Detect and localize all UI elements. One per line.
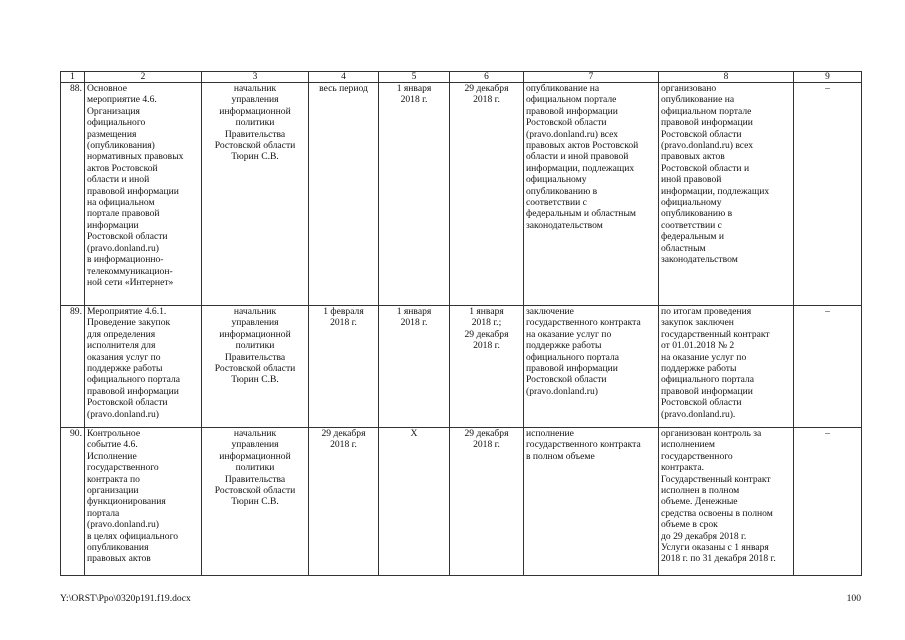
end-date: 29 декабря 2018 г. [450,83,524,306]
start-date: 1 января 2018 г. [379,83,450,306]
event-name: Мероприятие 4.6.1. Проведение закупок для определения исполнителя для оказания услуг по поддержке работы официального портала правовой информации Ростовской области (pravo.donland.ru) [85,306,202,428]
note: – [794,306,862,428]
expected-result: заключение государственного контракта на оказание услуг по поддержке работы официального портала правовой информации Ростовской области (pravo.donland.ru) [524,306,659,428]
end-date: 29 декабря 2018 г. [450,428,524,576]
expected-result: опубликование на официальном портале правовой информации Ростовской области (pravo.donland.ru) всех правовых актов Ростовской области и иной правовой информации, подлежащих официальному опубликованию в соответствии с федеральным и областным законодательством [524,83,659,306]
note: – [794,428,862,576]
note: – [794,83,862,306]
responsible-person: начальник управления информационной политики Правительства Ростовской области Тюрин С.В. [202,306,309,428]
actual-result: по итогам проведения закупок заключен государственный контракт от 01.01.2018 № 2 на оказание услуг по поддержке работы официального портала правовой информации Ростовской области (pravo.donland.ru). [659,306,794,428]
responsible-person: начальник управления информационной политики Правительства Ростовской области Тюрин С.В. [202,428,309,576]
row-number: 90. [61,428,85,576]
table-row-88 [61,83,862,306]
start-date: 1 января 2018 г. [379,306,450,428]
header-col-6: 6 [450,72,524,83]
row-number: 89. [61,306,85,428]
table-row-90 [61,428,862,576]
report-table [60,71,862,576]
event-name: Контрольное событие 4.6. Исполнение государственного контракта по организации функционирования портала (pravo.donland.ru) в целях официального опубликования правовых актов [85,428,202,576]
header-col-9: 9 [794,72,862,83]
footer-page-number: 100 [846,593,861,604]
header-col-7: 7 [524,72,659,83]
event-name: Основное мероприятие 4.6. Организация официального размещения (опубликования) нормативных правовых актов Ростовской области и иной правовой информации на официальном портале правовой информации Ростовской области (pravo.donland.ru) в информационно- телекоммуникацион- ной сети «Интернет» [85,83,202,306]
header-col-2: 2 [85,72,202,83]
header-row [61,72,862,83]
planned-date: 1 февраля 2018 г. [309,306,379,428]
actual-result: организовано опубликование на официальном портале правовой информации Ростовской области (pravo.donland.ru) всех правовых актов Ростовской области и иной правовой информации, подлежащих официальному опубликованию в соответствии с федеральным и областным законодательством [659,83,794,306]
header-col-8: 8 [659,72,794,83]
header-col-3: 3 [202,72,309,83]
expected-result: исполнение государственного контракта в полном объеме [524,428,659,576]
row-number: 88. [61,83,85,306]
footer-file-path: Y:\ORST\Ppo\0320p191.f19.docx [60,593,191,604]
start-date: Х [379,428,450,576]
planned-date: 29 декабря 2018 г. [309,428,379,576]
planned-date: весь период [309,83,379,306]
header-col-4: 4 [309,72,379,83]
table-body [61,83,862,576]
table-header [61,72,862,83]
responsible-person: начальник управления информационной политики Правительства Ростовской области Тюрин С.В. [202,83,309,306]
actual-result: организован контроль за исполнением государственного контракта. Государственный контракт исполнен в полном объеме. Денежные средства освоены в полном объеме в срок до 29 декабря 2018 г. Услуги оказаны с 1 января 2018 г. по 31 декабря 2018 г. [659,428,794,576]
end-date: 1 января 2018 г.; 29 декабря 2018 г. [450,306,524,428]
header-col-5: 5 [379,72,450,83]
table-row-89 [61,306,862,428]
header-col-1: 1 [61,72,85,83]
